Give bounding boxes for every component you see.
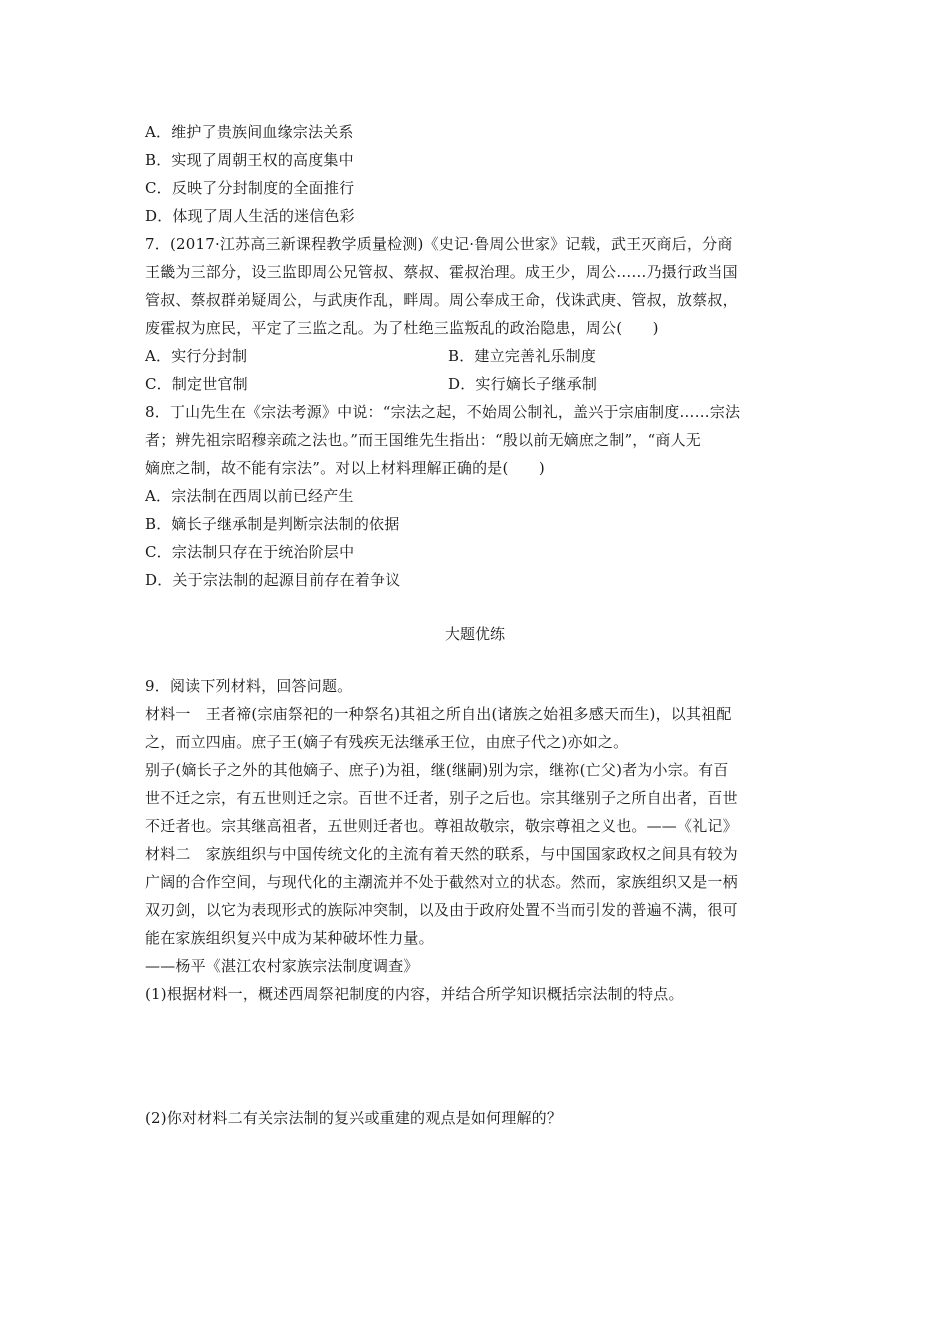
- q9-material-2-line-4: 能在家族组织复兴中成为某种破坏性力量。: [145, 929, 434, 947]
- q9-material-2-line-2: 广阔的合作空间，与现代化的主潮流并不处于截然对立的状态。然而，家族组织又是一柄: [145, 873, 738, 891]
- q9-stem: 9．阅读下列材料，回答问题。: [145, 677, 353, 695]
- q8-stem-line-2: 者；辨先祖宗昭穆亲疏之法也。”而王国维先生指出：“殷以前无嫡庶之制”，“商人无: [145, 431, 701, 449]
- q8-option-d: D．关于宗法制的起源目前存在着争议: [145, 571, 401, 589]
- q8-stem-line-3: 嫡庶之制，故不能有宗法”。对以上材料理解正确的是( ): [145, 459, 545, 477]
- q9-subquestion-1: (1)根据材料一，概述西周祭祀制度的内容，并结合所学知识概括宗法制的特点。: [145, 985, 684, 1003]
- q9-material-1-line-1: 材料一 王者禘(宗庙祭祀的一种祭名)其祖之所自出(诸族之始祖多感天而生)，以其祖配: [145, 705, 732, 723]
- q6-option-c: C．反映了分封制度的全面推行: [145, 179, 355, 197]
- q7-option-c: C．制定世官制: [145, 375, 248, 393]
- q7-option-a: A．实行分封制: [145, 347, 248, 365]
- q6-option-b: B．实现了周朝王权的高度集中: [145, 151, 354, 169]
- q7-stem-line-4: 废霍叔为庶民，平定了三监之乱。为了杜绝三监叛乱的政治隐患，周公( ): [145, 319, 659, 337]
- q8-option-b: B．嫡长子继承制是判断宗法制的依据: [145, 515, 400, 533]
- q9-material-2-source: ——杨平《湛江农村家族宗法制度调查》: [145, 957, 419, 975]
- q9-material-1-line-4: 世不迁之宗，有五世则迁之宗。百世不迁者，别子之后也。宗其继别子之所自出者，百世: [145, 789, 738, 807]
- q9-subquestion-2: (2)你对材料二有关宗法制的复兴或重建的观点是如何理解的？: [145, 1109, 563, 1127]
- q9-material-2-line-3: 双刃剑，以它为表现形式的族际冲突制，以及由于政府处置不当而引发的普遍不满，很可: [145, 901, 738, 919]
- q8-option-c: C．宗法制只存在于统治阶层中: [145, 543, 355, 561]
- q8-option-a: A．宗法制在西周以前已经产生: [145, 487, 354, 505]
- q9-material-1-line-5: 不迁者也。宗其继高祖者，五世则迁者也。尊祖故敬宗，敬宗尊祖之义也。——《礼记》: [145, 817, 738, 835]
- q6-option-a: A．维护了贵族间血缘宗法关系: [145, 123, 354, 141]
- q8-stem-line-1: 8．丁山先生在《宗法考源》中说：“宗法之起，不始周公制礼，盖兴于宗庙制度……宗法: [145, 403, 741, 421]
- section-title: 大题优练: [444, 625, 505, 643]
- q7-stem-line-3: 管叔、蔡叔群弟疑周公，与武庚作乱，畔周。周公奉成王命，伐诛武庚、管叔，放蔡叔，: [145, 291, 738, 309]
- q7-stem-line-1: 7．(2017·江苏高三新课程教学质量检测)《史记·鲁周公世家》记载，武王灭商后，分商: [145, 235, 733, 253]
- q9-material-1-line-3: 别子(嫡长子之外的其他嫡子、庶子)为祖，继(继嗣)别为宗，继祢(亡父)者为小宗。有百: [145, 761, 729, 779]
- q7-option-b: B．建立完善礼乐制度: [448, 347, 597, 365]
- q7-option-d: D．实行嫡长子继承制: [448, 375, 598, 393]
- q9-material-2-line-1: 材料二 家族组织与中国传统文化的主流有着天然的联系，与中国国家政权之间具有较为: [145, 845, 738, 863]
- q6-option-d: D．体现了周人生活的迷信色彩: [145, 207, 355, 225]
- q7-stem-line-2: 王畿为三部分，设三监即周公兄管叔、蔡叔、霍叔治理。成王少，周公……乃摄行政当国: [145, 263, 738, 281]
- q9-material-1-line-2: 之，而立四庙。庶子王(嫡子有残疾无法继承王位，由庶子代之)亦如之。: [145, 733, 629, 751]
